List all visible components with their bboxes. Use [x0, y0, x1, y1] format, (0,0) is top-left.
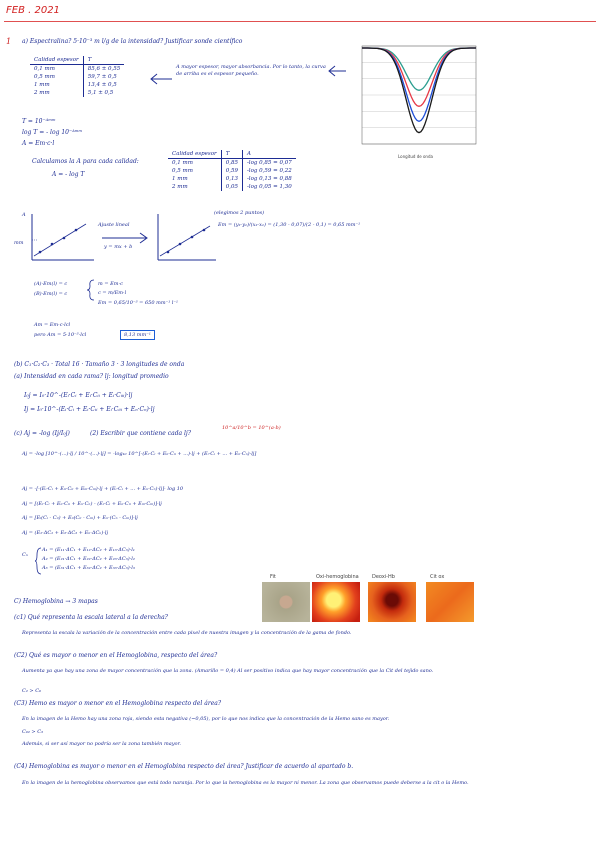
question-c1: (c1) Qué representa la escala lateral a la derecha? — [14, 614, 168, 621]
question-c3: (C3) Hemo es mayor o menor en el Hemoglobina respecto del área? — [14, 700, 222, 707]
section-c-note: 10^a/10^b = 10^(a-b) — [222, 425, 281, 431]
sys-line-2: (B)·Em(l) = c — [34, 291, 68, 297]
eq-log: log T = - log 10⁻ᴬᵐᵐ — [22, 129, 83, 136]
scatter-graph-left — [18, 210, 98, 270]
table2-cell: -log 0,59 = 0,22 — [246, 168, 292, 174]
spectrum-series-line — [362, 48, 476, 121]
table-row — [30, 73, 124, 81]
cytochrome-map — [426, 582, 474, 622]
graph-note-title: (elegimos 2 puntos) — [214, 210, 265, 216]
table2-cell: 0,85 — [221, 159, 242, 168]
derivation-line-3: Aj = [Eᵢ(Cᵢ - Cᵢᵢ) + Eᵢᵢ(Cᵢᵢ - Cᵢᵢᵢ) + Eₙ·(Cₙ - Cᵢᵢᵢ)]·lj — [22, 515, 138, 521]
table-row — [30, 65, 124, 74]
thumb-label-2: Oxi-hemoglobina — [316, 574, 359, 580]
section-b-title: (b) C₁·C₂·C₃ · Total 16 · Tamaño 3 · 3 longitudes de onda — [14, 361, 185, 368]
oxy-hemoglobin-map — [312, 582, 360, 622]
calc-formula: A = - log T — [52, 171, 85, 178]
brace-icon — [34, 546, 42, 576]
brace-icon — [86, 278, 96, 302]
spectrum-series-line — [362, 48, 476, 106]
system-eq-1: A₁ = (E₁₁·ΔC₁ + E₁₂·ΔC₂ + E₁₃·ΔC₃)·l₁ — [42, 547, 135, 553]
axis-left-label: mm — [14, 240, 24, 246]
table-row — [30, 89, 124, 97]
table-row — [168, 167, 296, 175]
arrow-left-icon — [148, 72, 174, 86]
thumb-label-4: Cit ox — [430, 574, 445, 580]
table1-header-0: Calidad espesor — [30, 56, 83, 65]
eq-transmittance: T = 10⁻ᴬᵐᵐ — [22, 118, 56, 125]
sys-right-2: c = m/Em·l — [98, 290, 127, 296]
table2-cell: -log 0,05 = 1,30 — [246, 184, 292, 190]
deoxy-hemoglobin-map — [368, 582, 416, 622]
table1-cell: 13,4 ± 0,5 — [87, 82, 117, 88]
system-eq-3: A₃ = (E₃₁·ΔC₁ + E₃₂·ΔC₂ + E₃₃·ΔC₃)·l₃ — [42, 565, 135, 571]
table2-header-1: T — [221, 150, 242, 159]
table1-header-1: T — [83, 56, 124, 65]
fit-sub: y = mx + b — [104, 244, 133, 250]
table2-cell: 0,1 mm — [168, 159, 221, 168]
derivation-line-2: Aj = [(Eᵢ·Cᵢ + Eᵢᵢ·Cᵢᵢ + Eₙ·Cₙ) - (Eᵢ·Cᵢ + Eᵢᵢ·Cᵢᵢ + Eᵢᵢᵢ·Cᵢᵢᵢ)]·lj — [22, 501, 162, 507]
tissue-image — [262, 582, 310, 622]
thumb-label-3: Deoxi-Hb — [372, 574, 395, 580]
section-b-eq2: Ij = I₀·10^-(Eᵢ·Cᵢ + Eᵢ·Cᵢᵢ + Eᵢ·Cᵢᵢᵢ + Eₙ·Cₙ)·lj — [24, 406, 155, 413]
answer-c2: Aumenta ya que hay una zona de mayor concentración que la zona. (Amarillo = 0,4) Al ser positivo indica que hay mayor concentración que la Cit del tejido sano. — [22, 668, 434, 674]
derivation-line-4: Aj = (E₁·ΔC₁ + E₂·ΔC₂ + Eₙ·ΔCₙ)·lj — [22, 530, 109, 536]
thickness-table — [30, 56, 124, 97]
section-b-sub: (a) Intensidad en cada rama? lj: longitud promedio — [14, 373, 169, 380]
table1-cell: 0,5 mm — [30, 73, 83, 81]
table2-cell: 2 mm — [168, 183, 221, 191]
table2-cell: 0,13 — [221, 175, 242, 183]
absorbance-table — [168, 150, 296, 191]
table2-header-0: Calidad espesor — [168, 150, 221, 159]
table2-cell: 1 mm — [168, 175, 221, 183]
derivation-line-1: Aj = -[-(Eᵢ·Cᵢ + Eᵢᵢ·Cᵢᵢ + Eᵢᵢᵢ·Cᵢᵢᵢ)·lj + (Eᵢ·Cᵢ + ... + Eₙ·Cₙ)·lj]· log 10 — [22, 486, 184, 492]
result-eq-1: Am = Em·c·lcl — [34, 322, 71, 328]
thumb-label-1: Fit — [270, 574, 276, 580]
table2-cell: -log 0,85 = 0,07 — [246, 160, 292, 166]
table-row — [168, 183, 296, 191]
table2-cell: 0,5 mm — [168, 167, 221, 175]
section-C-title: C) Hemoglobina → 3 mapas — [14, 598, 98, 605]
arrow-left-icon — [326, 64, 348, 78]
page-header: FEB . 2021 — [6, 5, 60, 16]
table1-cell: 85,6 ± 0,55 — [87, 66, 121, 72]
section-c-eq: Aj = -log [10^-(...)·lj / 10^-(...)·lj] = -log₁₀ 10^[-(Eᵢ·Cᵢ + Eᵢᵢ·Cᵢᵢ + ...)·lj + (Eᵢ·Cᵢ + ... + Eₙ·Cₙ)·lj] — [22, 451, 257, 457]
table1-cell: 1 mm — [30, 81, 83, 89]
answer-c3: En la imagen de la Hemo hay una zona roja, siendo esta negativa (~0,05), por lo que nos indica que la concentración de la Hemo sano es mayor. — [22, 716, 390, 722]
table2-cell: -log 0,13 = 0,88 — [246, 176, 292, 182]
scatter-graph-right — [150, 210, 220, 270]
header-divider — [4, 21, 596, 22]
section-b-eq1: I₀j = I₀·10^-(Eᵢ·Cᵢ + Eᵢ·Cᵢᵢ + Eᵢ·Cᵢᵢᵢ)·lj — [24, 392, 133, 399]
result-box: 8,13 mm⁻¹ — [120, 330, 155, 340]
graph-note-eq: Em = (y₂-y₁)/(x₂-x₁) = (1,30 - 0,07)/(2 - 0,1) = 0,65 mm⁻¹ — [218, 222, 361, 228]
answer-c4: En la imagen de la hemoglobina observamos que está todo naranja. Por lo que la hemoglobina es la mayor ni menor. La zona que observamos puede deberse a la cit o la Hemo. — [22, 780, 469, 786]
section-c-sub: (2) Escribir que contiene cada lj? — [90, 430, 192, 437]
question-a: a) Espectralina? 5·10⁻³ m l/g de la intensidad? Justificar sonde científico — [22, 38, 243, 45]
system-eq-2: A₂ = (E₂₁·ΔC₁ + E₂₂·ΔC₂ + E₂₃·ΔC₃)·l₂ — [42, 556, 135, 562]
system-label: Cₙ — [22, 552, 28, 558]
fit-label: Ajuste lineal — [98, 222, 130, 228]
table-row — [168, 159, 296, 168]
section-number: 1 — [6, 37, 12, 46]
table1-cell: 5,1 ± 0,5 — [87, 90, 114, 96]
spectrum-series-line — [362, 48, 476, 90]
sys-right-3: Em = 0,65/10⁻³ = 650 mm⁻¹ l⁻¹ — [98, 300, 179, 306]
sys-right-1: m = Em·c — [98, 281, 123, 287]
table1-cell: 0,1 mm — [30, 65, 83, 74]
result-eq-2: pero Am = 5·10⁻³·lcl — [34, 332, 87, 338]
table2-header-2: A — [242, 150, 295, 159]
table-row — [168, 175, 296, 183]
answer-c3-ineq: C₀₂ > C₃ — [22, 729, 44, 735]
sys-line-1: (A)·Em(l) = c — [34, 281, 68, 287]
calc-text: Calculamos la A para cada calidad: — [32, 158, 139, 165]
table2-cell: 0,59 — [221, 167, 242, 175]
question-c2: (C2) Qué es mayor o menor en el Hemoglobina, respecto del área? — [14, 652, 218, 659]
thickness-note: A mayor espesor, mayor absorbancia. Por lo tanto, la curva de arriba es el espesor pequeño. — [176, 64, 326, 77]
section-c-title: (c) Aj = -log (Ij/I₀j) — [14, 430, 70, 437]
question-c4: (C4) Hemoglobina es mayor o menor en el Hemoglobina respecto del área? Justificar de acuerdo al apartado b. — [14, 763, 354, 770]
answer-c1: Representa la escala la variación de la concentración entre cada pixel de nuestra imagen y la concentración de la gama de fondo. — [22, 630, 352, 636]
table1-cell: 2 mm — [30, 89, 83, 97]
table1-cell: 59,7 ± 0,5 — [87, 74, 117, 80]
answer-c2-ineq: C₂ > C₀ — [22, 688, 42, 694]
table2-cell: 0,05 — [221, 183, 242, 191]
answer-c3-note: Además, si ser así mayor no podría ser la zona también mayor. — [22, 741, 181, 747]
chart-xlabel: Longitud de onda — [398, 154, 433, 159]
eq-absorbance: A = Em·c·l — [22, 140, 55, 147]
axis-y-label: A — [22, 212, 26, 218]
spectrum-chart — [350, 40, 480, 160]
table-row — [30, 81, 124, 89]
